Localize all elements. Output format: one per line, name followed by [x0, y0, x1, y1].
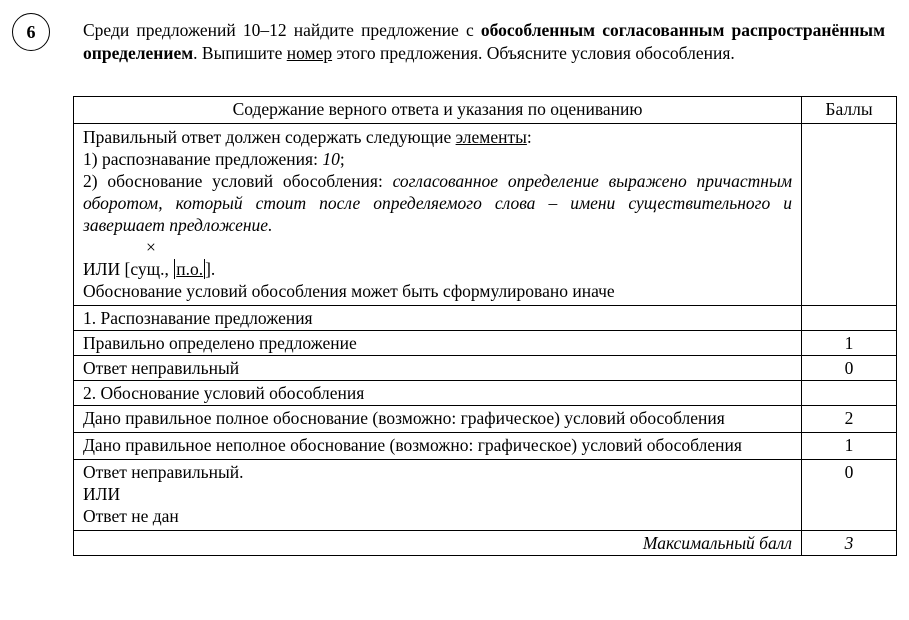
- criterion-text: Ответ неправильный. ИЛИ Ответ не дан: [74, 460, 802, 531]
- scheme-line: ИЛИ [сущ., п.о. ].: [83, 259, 216, 279]
- task-number-badge: [12, 13, 50, 51]
- criterion-points: 2: [802, 406, 897, 433]
- task-question: [83, 19, 885, 64]
- table-header-row: [74, 97, 897, 124]
- justification-text: согласованное определение выражено причастным оборотом, который стоит после определяемого слова – имени существительного и завершает предложение: [83, 171, 792, 235]
- criterion-text: Дано правильное неполное обоснование (возможно: графическое) условий обособления: [74, 433, 802, 460]
- max-score-value: 3: [802, 531, 897, 556]
- max-score-label: Максимальный балл: [74, 531, 802, 556]
- criterion-text: Дано правильное полное обоснование (возможно: графическое) условий обособления: [74, 406, 802, 433]
- answer-points: [802, 124, 897, 306]
- table-row: [74, 406, 897, 433]
- criterion-points: 1: [802, 331, 897, 356]
- table-row: [74, 331, 897, 356]
- question-text-3: этого предложения. Объясните условия обособления.: [332, 42, 735, 63]
- section-1-title: 1. Распознавание предложения: [74, 306, 802, 331]
- answer-content: [74, 124, 802, 306]
- max-score-row: [74, 531, 897, 556]
- table-row: [74, 433, 897, 460]
- header-points: Баллы: [802, 97, 897, 124]
- section-1-row: [74, 306, 897, 331]
- elements-word: элементы: [455, 127, 527, 147]
- question-text-2: . Выпишите: [193, 42, 287, 63]
- scheme-po: п.о.: [176, 259, 204, 279]
- section-2-title: 2. Обоснование условий обособления: [74, 381, 802, 406]
- answer-line-1: Правильный ответ должен содержать следующие элементы:: [83, 127, 532, 147]
- criterion-points: 0: [802, 460, 897, 531]
- criterion-text: Правильно определено предложение: [74, 331, 802, 356]
- answer-row: [74, 124, 897, 306]
- alt-note: Обоснование условий обособления может быть сформулировано иначе: [83, 281, 615, 301]
- table-row: [74, 460, 897, 531]
- answer-line-3: 2) обоснование условий обособления: согласованное определение выражено причастным оборотом, который стоит после определяемого слова – имени существительного и завершает предложение.: [83, 171, 792, 235]
- task-number: 6: [26, 22, 36, 42]
- table-row: [74, 356, 897, 381]
- criterion-text: Ответ неправильный: [74, 356, 802, 381]
- answer-line-2: 1) распознавание предложения: 10;: [83, 149, 345, 169]
- question-bold-term: обособленным согласованным распространённым определением: [83, 20, 886, 63]
- question-text-1: Среди предложений 10–12 найдите предложение с: [83, 20, 481, 40]
- criterion-points: 1: [802, 433, 897, 460]
- sentence-number: 10: [322, 149, 340, 169]
- grading-table: [73, 96, 897, 556]
- section-2-row: [74, 381, 897, 406]
- cross-symbol: ×: [146, 237, 156, 257]
- header-content: Содержание верного ответа и указания по оцениванию: [74, 97, 802, 124]
- criterion-points: 0: [802, 356, 897, 381]
- question-underlined-word: номер: [286, 42, 333, 63]
